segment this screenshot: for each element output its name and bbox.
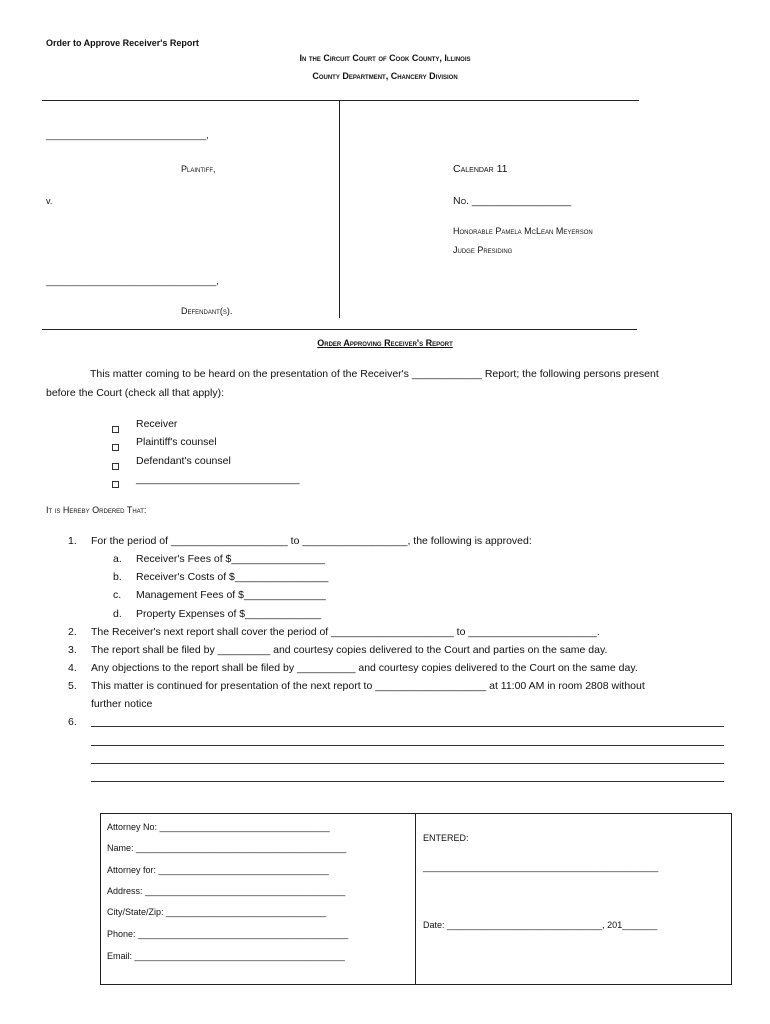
checklist-label-defendant-counsel: Defendant's counsel xyxy=(136,455,231,467)
subitem-letter: c. xyxy=(113,589,122,601)
email-field[interactable]: Email: __________________________________________ xyxy=(107,951,345,961)
address-field[interactable]: Address: ________________________________________ xyxy=(107,886,346,896)
item-6-line[interactable] xyxy=(91,726,724,727)
item-number: 3. xyxy=(68,644,77,656)
item-5-continuation: further notice xyxy=(91,698,153,710)
subitem-letter: a. xyxy=(113,553,122,565)
subitem-letter: d. xyxy=(113,608,122,620)
judge-title: Judge Presiding xyxy=(453,245,513,255)
defendant-label: Defendant(s). xyxy=(181,306,233,316)
item-6-line[interactable] xyxy=(91,745,724,746)
checkbox-plaintiff-counsel[interactable] xyxy=(112,438,119,456)
item-6-line[interactable] xyxy=(91,781,724,782)
caption-bottom-rule xyxy=(42,329,637,330)
intro-line-1: This matter coming to be heard on the presentation of the Receiver's ____________ Report; the following persons present xyxy=(90,368,659,380)
subitem-property-expenses[interactable]: Property Expenses of $_____________ xyxy=(136,608,322,620)
order-title: Order Approving Receiver's Report xyxy=(317,338,453,348)
versus-label: v. xyxy=(46,196,53,206)
subitem-management-fees[interactable]: Management Fees of $______________ xyxy=(136,589,326,601)
date-field[interactable]: Date: _______________________________, 201_______ xyxy=(423,920,658,930)
checkbox-other[interactable] xyxy=(112,475,119,493)
attorney-number-field[interactable]: Attorney No: __________________________________ xyxy=(107,822,330,832)
calendar-number: Calendar 11 xyxy=(453,163,508,175)
signature-box-divider xyxy=(415,813,416,985)
subitem-receiver-fees[interactable]: Receiver's Fees of $________________ xyxy=(136,553,325,565)
judge-name: Honorable Pamela McLean Meyerson xyxy=(453,226,593,236)
item-number: 6. xyxy=(68,716,77,728)
item-5-text[interactable]: This matter is continued for presentation of the next report to ___________________ at 11:00 AM in room 2808 without xyxy=(91,680,645,692)
checklist-other-blank[interactable]: ____________________________ xyxy=(136,473,300,485)
judge-signature-line[interactable]: _______________________________________________ xyxy=(423,862,659,872)
item-6-line[interactable] xyxy=(91,763,724,764)
item-number: 4. xyxy=(68,662,77,674)
subitem-letter: b. xyxy=(113,571,122,583)
form-title: Order to Approve Receiver's Report xyxy=(46,38,199,48)
plaintiff-label: Plaintiff, xyxy=(181,164,216,174)
caption-divider xyxy=(339,100,340,318)
checkbox-defendant-counsel[interactable] xyxy=(112,457,119,475)
defendant-name-blank[interactable]: __________________________________, xyxy=(46,276,219,286)
item-number: 1. xyxy=(68,535,77,547)
item-2-text[interactable]: The Receiver's next report shall cover the period of _____________________ to ______________________. xyxy=(91,626,600,638)
item-1-text[interactable]: For the period of ____________________ to __________________, the following is approved: xyxy=(91,535,532,547)
plaintiff-name-blank[interactable]: ________________________________, xyxy=(46,130,209,140)
court-name: In the Circuit Court of Cook County, Illinois xyxy=(299,53,471,63)
subitem-receiver-costs[interactable]: Receiver's Costs of $________________ xyxy=(136,571,329,583)
item-4-text[interactable]: Any objections to the report shall be filed by __________ and courtesy copies delivered to the Court on the same day. xyxy=(91,662,638,674)
phone-field[interactable]: Phone: __________________________________________ xyxy=(107,929,349,939)
intro-line-2: before the Court (check all that apply): xyxy=(46,387,225,399)
item-number: 5. xyxy=(68,680,77,692)
ordered-heading: It is Hereby Ordered That: xyxy=(46,505,147,515)
court-division: County Department, Chancery Division xyxy=(312,71,458,81)
attorney-for-field[interactable]: Attorney for: __________________________________ xyxy=(107,865,329,875)
city-state-zip-field[interactable]: City/State/Zip: ________________________________ xyxy=(107,907,327,917)
case-number-field[interactable]: No. _________________ xyxy=(453,195,572,207)
entered-label: ENTERED: xyxy=(423,833,469,843)
checklist-label-receiver: Receiver xyxy=(136,418,178,430)
checkbox-receiver[interactable] xyxy=(112,420,119,438)
item-number: 2. xyxy=(68,626,77,638)
checklist-label-plaintiff-counsel: Plaintiff's counsel xyxy=(136,436,217,448)
caption-top-rule xyxy=(42,100,639,101)
attorney-name-field[interactable]: Name: __________________________________________ xyxy=(107,843,347,853)
item-3-text[interactable]: The report shall be filed by _________ and courtesy copies delivered to the Court and parties on the same day. xyxy=(91,644,608,656)
